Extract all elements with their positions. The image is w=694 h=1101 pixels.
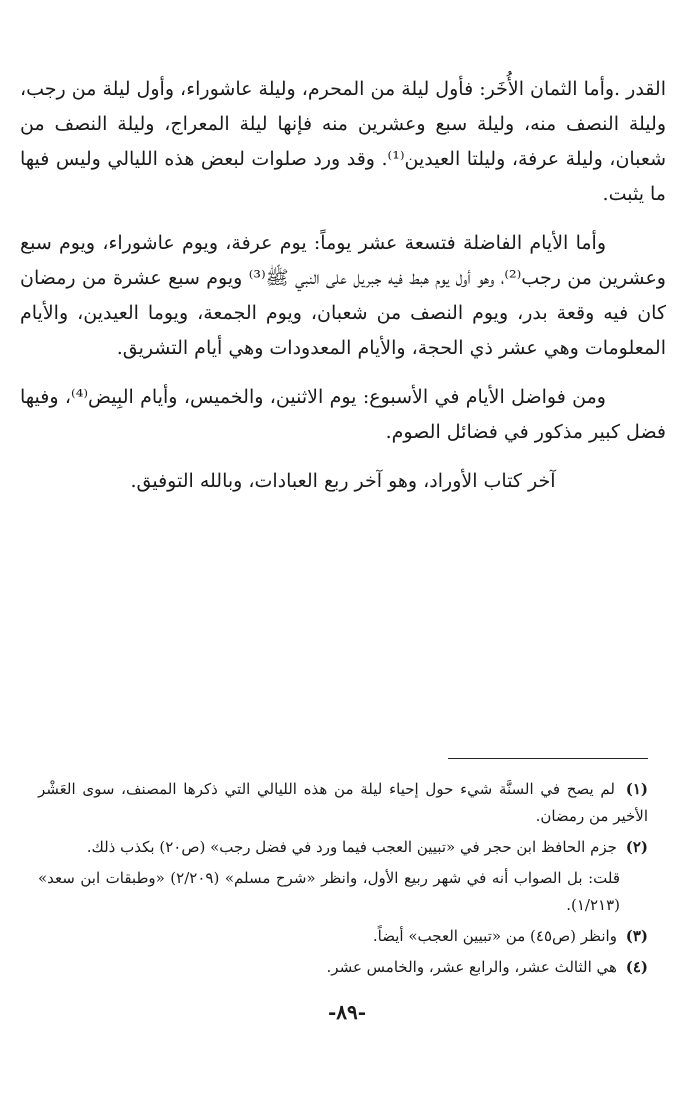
footnotes	[38, 776, 648, 985]
footnote-number: (١)	[625, 780, 648, 798]
footnote-4	[38, 954, 648, 981]
footnote-text: هي الثالث عشر، والرابع عشر، والخامس عشر.	[326, 958, 617, 976]
footnote-divider	[448, 758, 648, 759]
footnote-text: جزم الحافظ ابن حجر في «تبيين العجب فيما ورد في فضل رجب» (ص٢٠) بكذب ذلك.	[86, 838, 617, 856]
footnote-text: لم يصح في السنَّة شيء حول إحياء ليلة من هذه الليالي التي ذكرها المصنف، سوى العَشْر الأخير من رمضان.	[38, 780, 648, 825]
paragraph-days: وأما الأيام الفاضلة فتسعة عشر يوماً: يوم عرفة، ويوم عاشوراء، ويوم سبع وعشرين من رجب⁽²⁾، وهو أول يوم هبط فيه جبريل على النبي ﷺ⁽³⁾ ويوم سبع عشرة من رمضان كان فيه وقعة بدر، ويوم النصف من شعبان، ويوم الجمعة، ويوما العيدين، والأيام المعلومات وهي عشر ذي الحجة، والأيام المعدودات وهي أيام التشريق.	[20, 232, 666, 359]
paragraph-week-days: ومن فواضل الأيام في الأسبوع: يوم الاثنين، والخميس، وأيام البِيض⁽⁴⁾، وفيها فضل كبير مذكور في فضائل الصوم.	[20, 386, 666, 443]
footnote-number: (٢)	[625, 838, 648, 856]
footnote-1	[38, 776, 648, 830]
paragraph-nights: القدر .وأما الثمان الأُخَر: فأول ليلة من المحرم، وليلة عاشوراء، وأول ليلة من رجب، وليلة النصف منه، وليلة سبع وعشرين منه فإنها ليلة المعراج، وليلة النصف من شعبان، وليلة عرفة، وليلتا العيدين⁽¹⁾. وقد ورد صلوات لبعض هذه الليالي وليس فيها ما يثبت.	[20, 78, 667, 205]
page-number: -٨٩-	[327, 1000, 367, 1024]
footnote-text: قلت: بل الصواب أنه في شهر ربيع الأول، وانظر «شرح مسلم» (٢/٢٠٩) «وطبقات ابن سعد» (١/٢١٣).	[38, 869, 621, 914]
footnote-text: وانظر (ص٤٥) من «تبيين العجب» أيضاً.	[372, 927, 617, 945]
main-text	[20, 72, 666, 518]
footnote-2	[38, 834, 648, 861]
footnote-number: (٣)	[625, 927, 648, 945]
closing-line: آخر كتاب الأوراد، وهو آخر ربع العبادات، وبالله التوفيق.	[130, 470, 556, 492]
footnote-number: (٤)	[625, 958, 648, 976]
footnote-2-continuation	[38, 865, 648, 919]
footnote-3	[38, 923, 648, 950]
